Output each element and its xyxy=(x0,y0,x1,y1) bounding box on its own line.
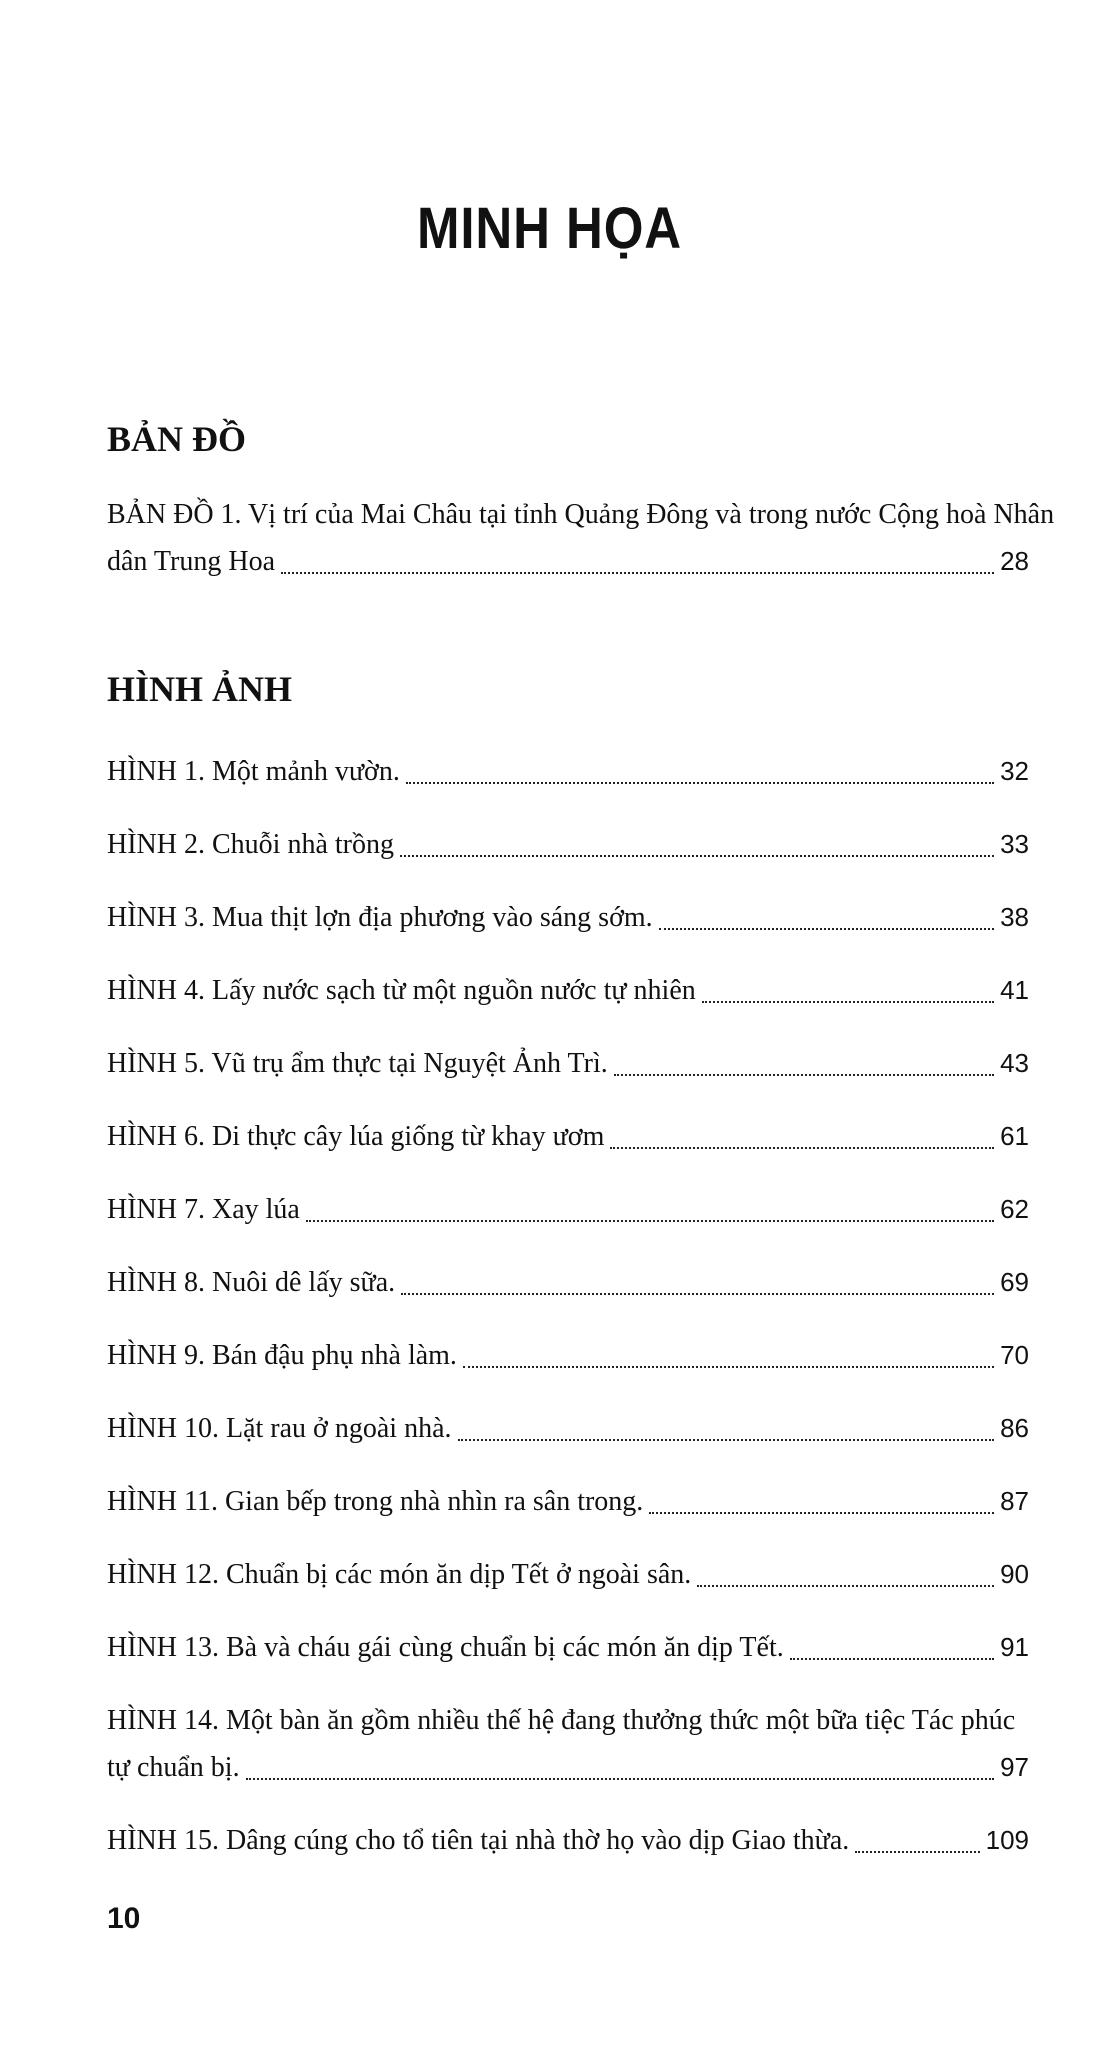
entry-text: HÌNH 8. Nuôi dê lấy sữa. xyxy=(107,1267,396,1298)
entry-text: HÌNH 12. Chuẩn bị các món ăn dịp Tết ở ngoài sân. xyxy=(107,1559,692,1590)
image-entry-line xyxy=(107,1405,1029,1452)
image-entry-line xyxy=(107,1478,1029,1525)
entry-page-number: 62 xyxy=(1000,1194,1029,1224)
entry-text: HÌNH 2. Chuỗi nhà trồng xyxy=(107,829,394,860)
entry-text: dân Trung Hoa xyxy=(107,546,276,577)
image-entry-10[interactable] xyxy=(107,1405,1029,1452)
image-entry-5[interactable] xyxy=(107,1040,1029,1087)
entry-page-number: 32 xyxy=(1000,756,1029,786)
image-entry-line xyxy=(107,967,1029,1014)
entry-text: HÌNH 7. Xay lúa xyxy=(107,1194,300,1225)
image-entry-line xyxy=(107,821,1029,868)
entry-page-number: 87 xyxy=(1000,1486,1029,1516)
entry-text: HÌNH 15. Dâng cúng cho tổ tiên tại nhà thờ họ vào dịp Giao thừa. xyxy=(107,1825,850,1856)
leader-dots xyxy=(614,1070,994,1076)
entry-text: tự chuẩn bị. xyxy=(107,1752,240,1783)
entry-page-number: 28 xyxy=(1000,546,1029,576)
entry-text: HÌNH 9. Bán đậu phụ nhà làm. xyxy=(107,1340,457,1371)
entry-text: HÌNH 3. Mua thịt lợn địa phương vào sáng sớm. xyxy=(107,902,653,933)
image-entry-7[interactable] xyxy=(107,1186,1029,1233)
image-entry-1[interactable] xyxy=(107,748,1029,795)
map-entry-1-line2 xyxy=(107,538,1029,585)
entry-text: HÌNH 14. Một bàn ăn gồm nhiều thế hệ đang thưởng thức một bữa tiệc Tác phúc xyxy=(107,1705,1016,1736)
image-entry-line xyxy=(107,894,1029,941)
entry-page-number: 33 xyxy=(1000,829,1029,859)
entry-text: HÌNH 4. Lấy nước sạch từ một nguồn nước tự nhiên xyxy=(107,975,696,1006)
leader-dots xyxy=(306,1216,994,1222)
entry-text: HÌNH 10. Lặt rau ở ngoài nhà. xyxy=(107,1413,452,1444)
section-heading-maps: BẢN ĐỒ xyxy=(107,419,247,459)
image-entry-15[interactable] xyxy=(107,1817,1029,1864)
image-entry-3[interactable] xyxy=(107,894,1029,941)
image-entry-line xyxy=(107,1259,1029,1306)
image-entry-4[interactable] xyxy=(107,967,1029,1014)
leader-dots xyxy=(702,997,994,1003)
entry-page-number: 43 xyxy=(1000,1048,1029,1078)
leader-dots xyxy=(790,1654,994,1660)
image-entry-12[interactable] xyxy=(107,1551,1029,1598)
map-entry-1-line1 xyxy=(107,491,1055,538)
footer-page-number: 10 xyxy=(107,1902,141,1935)
entry-page-number: 70 xyxy=(1000,1340,1029,1370)
leader-dots xyxy=(400,851,994,857)
leader-dots xyxy=(246,1774,994,1780)
section-heading-images: HÌNH ẢNH xyxy=(107,669,293,709)
image-entry-line xyxy=(107,748,1029,795)
entry-page-number: 41 xyxy=(1000,975,1029,1005)
leader-dots xyxy=(649,1508,994,1514)
image-entry-line xyxy=(107,1040,1029,1087)
leader-dots xyxy=(463,1362,994,1368)
image-entry-8[interactable] xyxy=(107,1259,1029,1306)
image-entry-9[interactable] xyxy=(107,1332,1029,1379)
image-entry-line xyxy=(107,1817,1029,1864)
leader-dots xyxy=(281,568,994,574)
leader-dots xyxy=(458,1435,995,1441)
leader-dots xyxy=(659,924,994,930)
entry-text: HÌNH 1. Một mảnh vườn. xyxy=(107,756,400,787)
image-entry-13[interactable] xyxy=(107,1624,1029,1671)
leader-dots xyxy=(855,1847,979,1853)
leader-dots xyxy=(697,1581,994,1587)
entry-page-number: 69 xyxy=(1000,1267,1029,1297)
image-entry-line1 xyxy=(107,1697,1029,1744)
leader-dots xyxy=(401,1289,994,1295)
leader-dots xyxy=(406,778,994,784)
entry-page-number: 90 xyxy=(1000,1559,1029,1589)
image-entry-line xyxy=(107,1551,1029,1598)
image-entry-line xyxy=(107,1332,1029,1379)
entry-text: HÌNH 5. Vũ trụ ẩm thực tại Nguyệt Ảnh Trì. xyxy=(107,1048,608,1079)
image-entry-6[interactable] xyxy=(107,1113,1029,1160)
map-entry-1[interactable] xyxy=(107,491,1055,585)
image-entry-14[interactable] xyxy=(107,1697,1029,1791)
entry-page-number: 38 xyxy=(1000,902,1029,932)
image-entry-line xyxy=(107,1113,1029,1160)
entry-text: HÌNH 11. Gian bếp trong nhà nhìn ra sân trong. xyxy=(107,1486,644,1517)
entry-page-number: 97 xyxy=(1000,1752,1029,1782)
entry-text: HÌNH 6. Di thực cây lúa giống từ khay ươm xyxy=(107,1121,605,1152)
image-entry-2[interactable] xyxy=(107,821,1029,868)
image-entry-line xyxy=(107,1624,1029,1671)
entry-page-number: 91 xyxy=(1000,1632,1029,1662)
leader-dots xyxy=(610,1143,994,1149)
image-entry-line xyxy=(107,1186,1029,1233)
page-title: MINH HỌA xyxy=(416,196,683,261)
image-entry-11[interactable] xyxy=(107,1478,1029,1525)
entry-text: HÌNH 13. Bà và cháu gái cùng chuẩn bị các món ăn dịp Tết. xyxy=(107,1632,784,1663)
entry-page-number: 61 xyxy=(1000,1121,1029,1151)
entry-text: BẢN ĐỒ 1. Vị trí của Mai Châu tại tỉnh Quảng Đông và trong nước Cộng hoà Nhân xyxy=(107,499,1055,530)
image-entry-line2 xyxy=(107,1744,1029,1791)
entry-page-number: 86 xyxy=(1000,1413,1029,1443)
entry-page-number: 109 xyxy=(985,1825,1029,1855)
